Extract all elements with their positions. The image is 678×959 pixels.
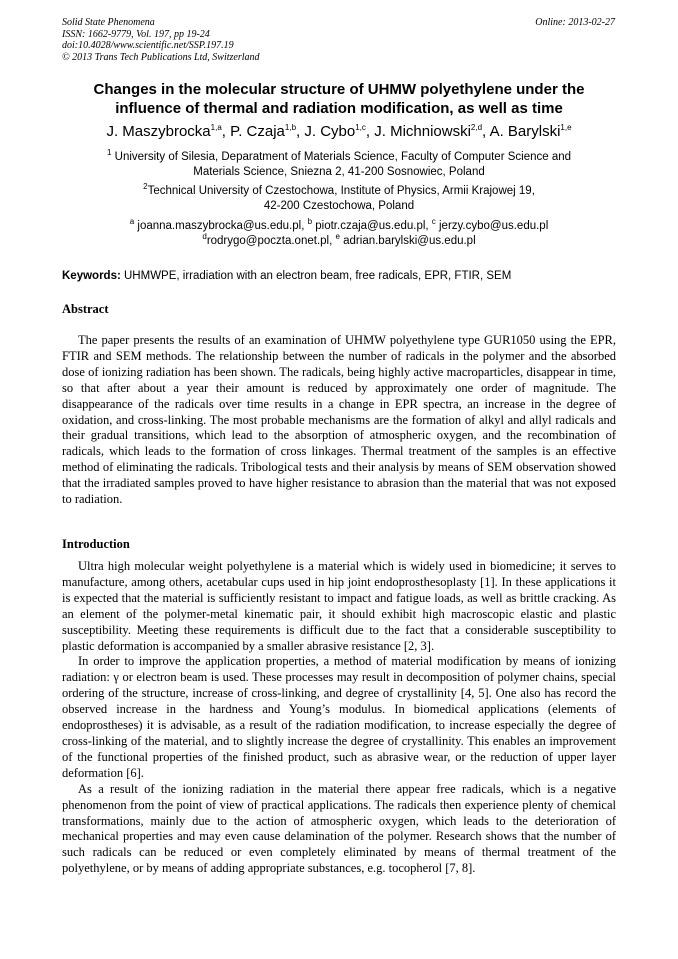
author-name: J. Michniowski (374, 123, 471, 140)
author-name: A. Barylski (489, 123, 561, 140)
author-name: P. Czaja (230, 123, 285, 140)
keywords-text: UHMWPE, irradiation with an electron beam, free radicals, EPR, FTIR, SEM (124, 270, 512, 282)
affiliation-1 (62, 150, 616, 180)
affiliation-line: 42-200 Czestochowa, Poland (263, 200, 415, 212)
affiliation-line: Materials Science, Sniezna 2, 41-200 Sosnowiec, Poland (193, 166, 485, 178)
paper-title: Changes in the molecular structure of UHMW polyethylene under the influence of thermal and radiation modification, as well as time (93, 81, 585, 117)
email-sup: b (307, 217, 313, 227)
author-affil-sup: 1,c (355, 123, 366, 132)
email-link[interactable]: jerzy.cybo@us.edu.pl (439, 220, 549, 232)
copyright-line: © 2013 Trans Tech Publications Ltd, Switzerland (62, 51, 260, 63)
doi-line: doi:10.4028/www.scientific.net/SSP.197.19 (62, 40, 234, 51)
email-sup: a (129, 217, 135, 227)
online-date: Online: 2013-02-27 (535, 17, 615, 28)
email-sup: e (335, 232, 340, 242)
affiliation-line: University of Silesia, Deparatment of Materials Science, Faculty of Computer Science and (114, 151, 572, 163)
email-sup: c (431, 217, 436, 227)
affiliation-sup: 1 (106, 148, 112, 158)
intro-paragraph-2: In order to improve the application properties, a method of material modification by means of ionizing radiation: γ or electron beam is used. These processes may result in decomposition of polymer chains, special ordering of the structure, increase of cross-linking, and degree of crystallinity [4, 5]. One also has record the observed increase in the hardness and Young’s modulus. In biomedical applications (elements of endoprostheses) it is advisable, as a result of the radiation modification, to increase especially the degree of cross-linking of the material, and to slightly increase the degree of crystallinity. This enables an improvement of the functional properties of the finished product, such as abrasive wear, or the reduction of upper layer deformation [6]. (62, 654, 616, 780)
author-list: J. Maszybrocka$^{1,a}$, P. Czaja$^{1,b}$, J. Cybo$^{1,c}$, J. Michniowski$^{2,d}$, A. Barylski$^{1,e}$ (106, 123, 572, 140)
journal-header (62, 17, 260, 63)
email-link[interactable]: adrian.barylski@us.edu.pl (343, 235, 476, 247)
email-link[interactable]: piotr.czaja@us.edu.pl, (315, 220, 429, 232)
introduction-heading: Introduction (62, 537, 130, 551)
email-sup: d (202, 232, 207, 242)
author-affil-sup: 1,a (210, 123, 222, 132)
author-name: J. Maszybrocka (106, 123, 211, 140)
keywords-line (62, 269, 616, 284)
keywords-label: Keywords: (62, 270, 121, 282)
issn-line: ISSN: 1662-9779, Vol. 197, pp 19-24 (62, 28, 210, 40)
affiliation-2 (62, 184, 616, 214)
affiliation-sup: 2 (143, 182, 148, 192)
abstract-heading: Abstract (62, 302, 109, 316)
introduction-body (62, 559, 616, 877)
author-name: J. Cybo (304, 123, 356, 140)
author-emails (62, 219, 616, 249)
author-affil-sup: 1,b (284, 123, 297, 132)
abstract-body (62, 333, 616, 508)
email-link[interactable]: joanna.maszybrocka@us.edu.pl, (137, 220, 305, 232)
affiliation-line: Technical University of Czestochowa, Institute of Physics, Armii Krajowej 19, (147, 185, 535, 197)
author-affil-sup: 2,d (470, 123, 483, 132)
abstract-paragraph: The paper presents the results of an examination of UHMW polyethylene type GUR1050 using the EPR, FTIR and SEM methods. The relationship between the number of radicals in the polymer and the absorbed dose of ionizing radiation has been shown. The radicals, being highly active macroparticles, disappear in time, so that after about a year their amount is reduced by approximately one order of magnitude. The disappearance of the radicals over time results in a change in EPR spectra, an increase in the degree of oxidation, and cross-linking. The most probable mechanisms are the formation of alkyl and allyl radicals and their gradual transitions, which lead to the absorption of atmospheric oxygen, and the recombination of radicals, which leads to the formation of cross linkages. Thermal treatment of the samples is an effective method of eliminating the radicals. Tribological tests and their analysis by means of SEM observation showed that the irradiated samples proved to have higher resistance to abrasion than the material that was not exposed to radiation. (62, 333, 616, 507)
journal-name: Solid State Phenomena (62, 17, 155, 28)
email-link[interactable]: rodrygo@poczta.onet.pl, (206, 235, 333, 247)
author-affil-sup: 1,e (560, 123, 572, 132)
intro-paragraph-1: Ultra high molecular weight polyethylene is a material which is widely used in biomedicine; it serves to manufacture, among others, acetabular cups used in hip joint endoprosthesoplasty [1]. In these applications it is expected that the material is sufficiently resistant to impact and fatigue loads, as well as brittle cracking. As an element of the polymer-metal kinematic pair, it should exhibit high macroscopic elastic and plastic susceptibility. Meeting these requirements is difficult due to the fact that a considerable susceptibility to plastic deformation is accompanied by a smaller abrasive resistance [2, 3]. (62, 559, 616, 653)
intro-paragraph-3: As a result of the ionizing radiation in the material there appear free radicals, which is a negative phenomenon from the point of view of practical applications. The radicals then experience plenty of chemical transformations, mainly due to the action of atmospheric oxygen, which leads to the deterioration of mechanical properties and may even cause delamination of the polymer. Research shows that the number of such radicals can be reduced or even completely eliminated by means of thermal treatment of the polyethylene, or by means of adding appropriate substances, e.g. tocopherol [7, 8]. (62, 781, 616, 876)
